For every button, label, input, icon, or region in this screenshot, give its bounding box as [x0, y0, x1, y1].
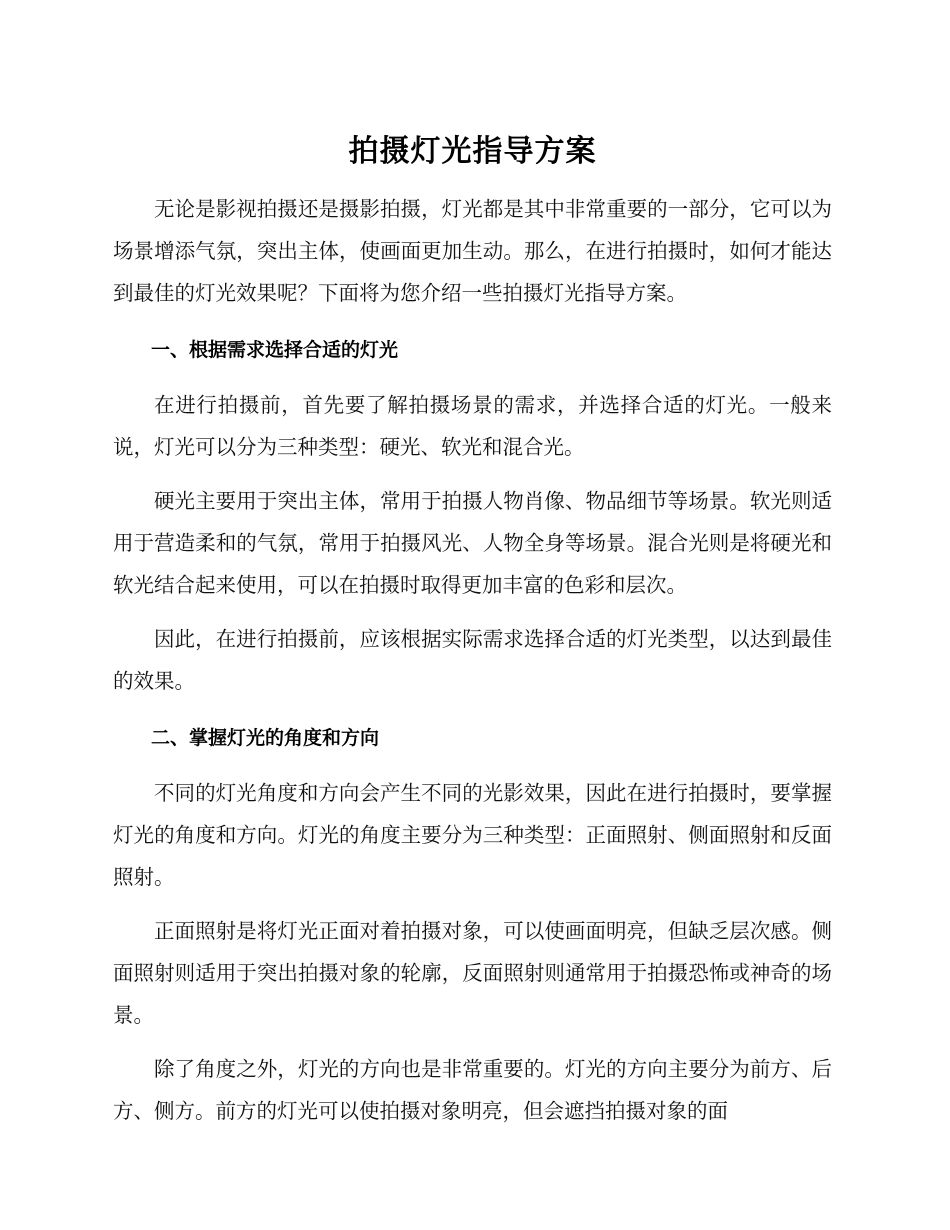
section-1-paragraph-2: 硬光主要用于突出主体，常用于拍摄人物肖像、物品细节等场景。软光则适用于营造柔和的气氛，常用于拍摄风光、人物全身等场景。混合光则是将硬光和软光结合起来使用，可以在拍摄时取得更加丰富的色彩和层次。	[113, 489, 832, 597]
section-2-paragraph-3: 除了角度之外，灯光的方向也是非常重要的。灯光的方向主要分为前方、后方、侧方。前方的灯光可以使拍摄对象明亮，但会遮挡拍摄对象的面	[113, 1057, 832, 1123]
section-1-paragraph-3: 因此，在进行拍摄前，应该根据实际需求选择合适的灯光类型，以达到最佳的效果。	[113, 627, 832, 693]
document-title: 拍摄灯光指导方案	[348, 134, 597, 169]
section-2-paragraph-2: 正面照射是将灯光正面对着拍摄对象，可以使画面明亮，但缺乏层次感。侧面照射则适用于突出拍摄对象的轮廓，反面照射则通常用于拍摄恐怖或神奇的场景。	[113, 919, 832, 1027]
section-1-heading: 一、根据需求选择合适的灯光	[151, 339, 399, 361]
section-1-paragraph-1: 在进行拍摄前，首先要了解拍摄场景的需求，并选择合适的灯光。一般来说，灯光可以分为三种类型：硬光、软光和混合光。	[113, 393, 832, 459]
section-2-paragraph-1: 不同的灯光角度和方向会产生不同的光影效果，因此在进行拍摄时，要掌握灯光的角度和方向。灯光的角度主要分为三种类型：正面照射、侧面照射和反面照射。	[113, 781, 832, 889]
section-2-heading: 二、掌握灯光的角度和方向	[151, 727, 380, 749]
intro-paragraph: 无论是影视拍摄还是摄影拍摄，灯光都是其中非常重要的一部分，它可以为场景增添气氛，突出主体，使画面更加生动。那么，在进行拍摄时，如何才能达到最佳的灯光效果呢？下面将为您介绍一些拍摄灯光指导方案。	[113, 197, 832, 305]
